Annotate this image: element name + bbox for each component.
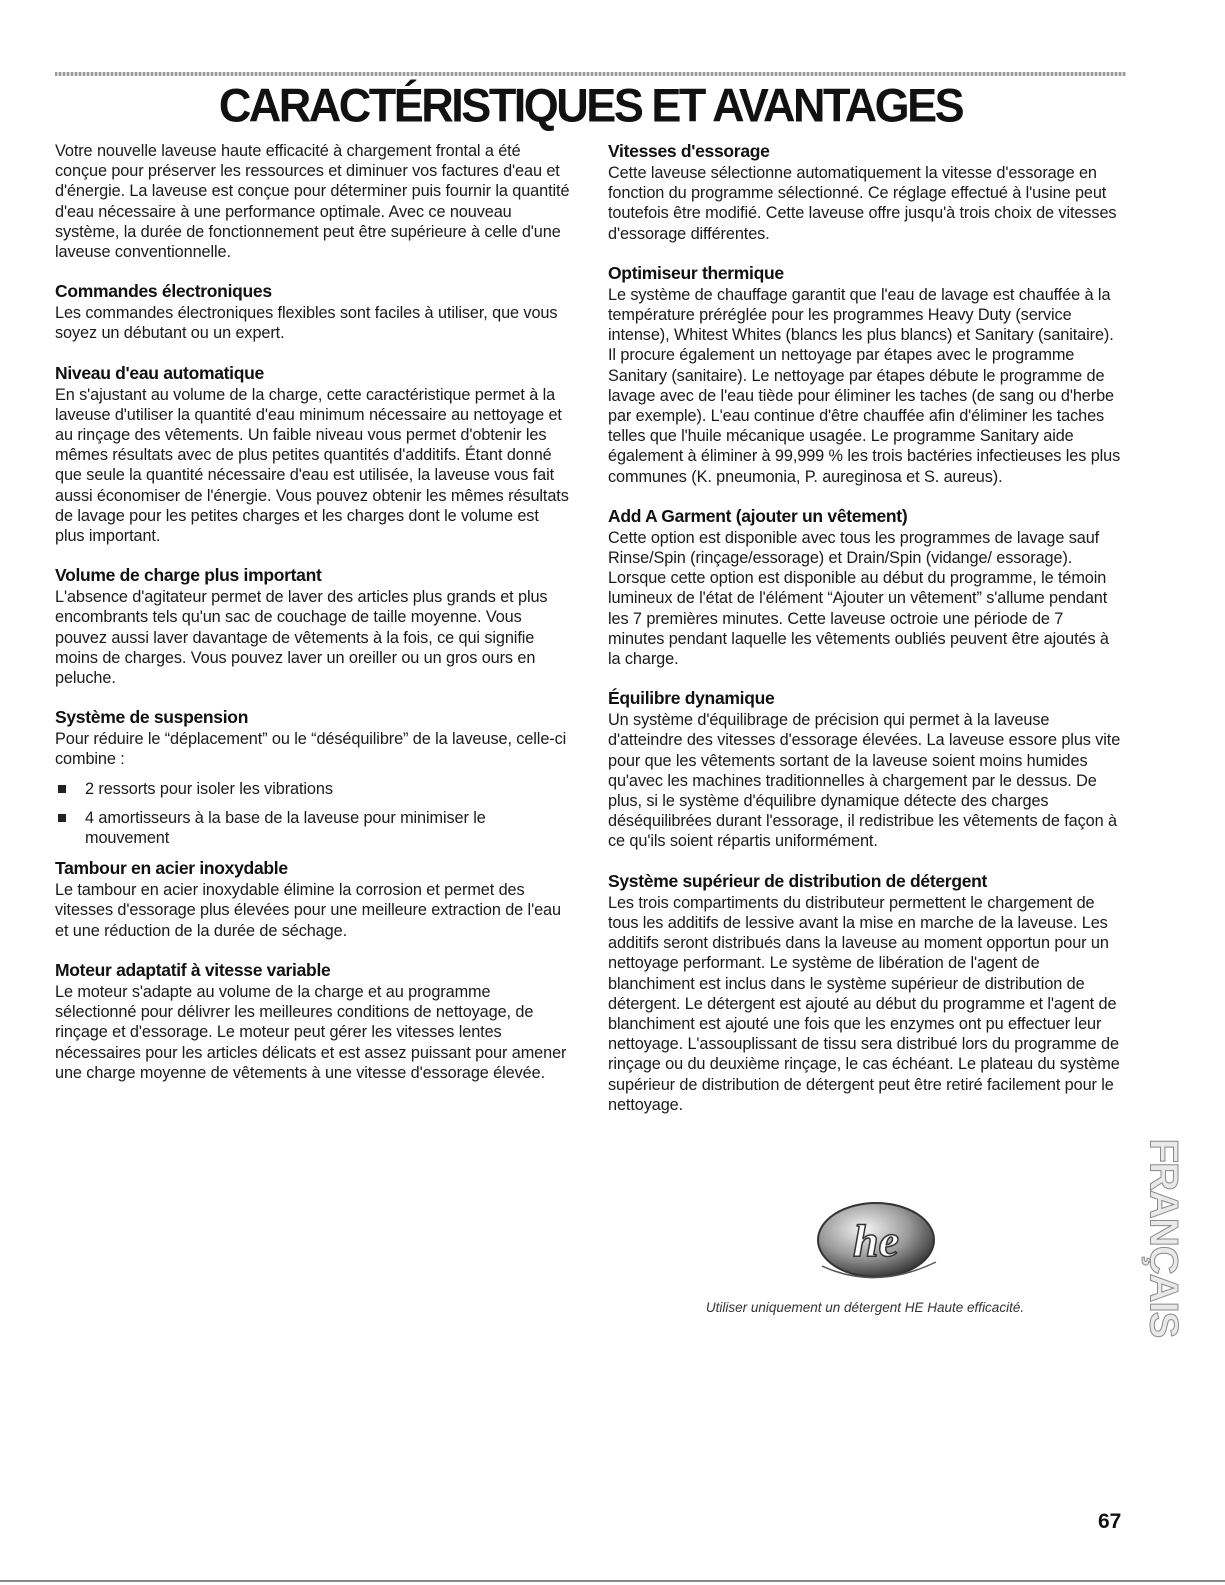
section-title: Niveau d'eau automatique — [55, 362, 264, 383]
top-rule — [55, 72, 1126, 76]
list-item — [55, 779, 570, 799]
section-body: Les trois compartiments du distributeur permettent le chargement de tous les additifs de lessive avant la mise en marche de la laveuse. Les additifs seront distribués dans la laveuse au moment opportun pour un nettoyage performant. Le système de libération de l'agent de blanchiment est inclus dans le système supérieur de distribution de détergent. Le détergent est ajouté au début du programme et l'agent de blanchiment est ajouté une fois que les enzymes ont pu effectuer leur nettoyage. L'assouplissant de tissu sera distribué lors du programme de rinçage ou du deuxième rinçage, le cas échéant. Le plateau du système supérieur de distribution de détergent peut être retiré facilement pour le nettoyage. — [608, 893, 1120, 1114]
section-title: Optimiseur thermique — [608, 262, 784, 283]
language-side-tab — [1138, 1138, 1188, 1338]
section-title: Commandes électroniques — [55, 281, 272, 302]
section-title: Add A Garment (ajouter un vêtement) — [608, 505, 908, 526]
section-title: Vitesses d'essorage — [608, 141, 770, 161]
he-logo-icon — [808, 1196, 948, 1286]
left-column — [55, 141, 570, 1102]
section-body: Un système d'équilibrage de précision qui permet à la laveuse d'atteindre des vitesses d'essorage élevées. La laveuse essore plus vite pour que les vêtements sortant de la laveuse soient moins humides qu'avec les machines traditionnelles à chargement par le dessus. De plus, si le système d'équilibre dynamique détecte des charges déséquilibrées durant l'essorage, il redistribue les vêtements de façon à ce qu'ils soient répartis uniformément. — [608, 711, 1121, 851]
section-title: Moteur adaptatif à vitesse variable — [55, 959, 331, 980]
section-title: Équilibre dynamique — [608, 688, 775, 709]
intro-paragraph: Votre nouvelle laveuse haute efficacité à chargement frontal a été conçue pour préserver les ressources et diminuer vos factures d'eau et d'énergie. La laveuse est conçue pour déterminer puis fournir la quantité d'eau nécessaire à une performance optimale. Avec ce nouveau système, la durée de fonctionnement peut être supérieure à celle d'une laveuse conventionnelle. — [55, 142, 570, 262]
section-body: Pour réduire le “déplacement” ou le “déséquilibre” de la laveuse, celle-ci combine : — [55, 730, 567, 769]
section-title: Système de suspension — [55, 707, 249, 728]
bottom-rule — [0, 1580, 1225, 1582]
bullet-square-icon — [58, 814, 66, 822]
list-item-text: 2 ressorts pour isoler les vibrations — [85, 779, 333, 798]
section-body: Le tambour en acier inoxydable élimine la corrosion et permet des vitesses d'essorage plus élevées pour une meilleure extraction de l'eau et une réduction de la durée de séchage. — [55, 881, 561, 940]
section-moteur — [55, 960, 570, 1083]
page-title: CARACTÉRISTIQUES ET AVANTAGES — [218, 78, 963, 133]
right-column — [608, 141, 1122, 1134]
side-tab-label: FRANÇAIS — [1141, 1138, 1186, 1338]
section-commandes — [55, 281, 570, 343]
section-body: Cette option est disponible avec tous les programmes de lavage sauf Rinse/Spin (rinçage/essorage) et Drain/Spin (vidange/ essorage). Lorsque cette option est disponible au début du programme, le témoin lumineux de l'état de l'élément “Ajouter un vêtement” s'allume pendant les 7 premières minutes. Cette laveuse octroie une période de 7 minutes pendant laquelle les vêtements oubliés peuvent être ajoutés à la charge. — [608, 528, 1109, 669]
bullet-list — [55, 779, 570, 849]
section-body: Cette laveuse sélectionne automatiquement la vitesse d'essorage en fonction du programme sélectionné. Ce réglage effectué à l'usine peut toutefois être modifié. Cette laveuse offre jusqu'à trois choix de vitesses d'essorage différentes. — [608, 164, 1117, 243]
section-body: En s'ajustant au volume de la charge, cette caractéristique permet à la laveuse d'utiliser la quantité d'eau minimum nécessaire au nettoyage et au rinçage des vêtements. Un faible niveau vous permet d'obtenir les mêmes résultats avec de plus petites quantités d'additifs. Étant donné que seule la quantité nécessaire d'eau est utilisée, la laveuse vous fait aussi économiser de l'énergie. Vous pouvez obtenir les mêmes résultats de lavage pour les petites charges et les charges dont le volume est plus important. — [55, 385, 569, 546]
section-title: Volume de charge plus important — [55, 565, 322, 586]
section-title: Système supérieur de distribution de détergent — [608, 870, 988, 891]
he-logo-text: he — [853, 1215, 899, 1266]
section-volume-charge — [55, 565, 570, 688]
section-body: Le système de chauffage garantit que l'eau de lavage est chauffée à la température préréglée pour les programmes Heavy Duty (service intense), Whitest Whites (blancs les plus blancs) et Sanitary (sanitaire). Il procure également un nettoyage par étapes avec le programme Sanitary (sanitaire). Le nettoyage par étapes débute le programme de lavage avec de l'eau tiède pour éliminer les taches (de sang ou d'herbe par exemple). L'eau continue d'être chauffée afin d'éliminer les taches telles que l'huile mécanique usagée. Le programme Sanitary aide également à éliminer à 99,999 % les trois bactéries infectieuses les plus communes (K. pneumonia, P. aureginosa et S. aureus). — [608, 285, 1121, 486]
bullet-square-icon — [58, 785, 66, 793]
logo-caption: Utiliser uniquement un détergent HE Haute efficacité. — [705, 1300, 1025, 1315]
section-niveau-eau — [55, 363, 570, 547]
section-add-garment — [608, 506, 1122, 669]
section-title: Tambour en acier inoxydable — [55, 858, 288, 879]
page-number: 67 — [1098, 1510, 1122, 1533]
section-equilibre — [608, 688, 1122, 851]
section-tambour — [55, 858, 570, 941]
section-vitesses-essorage — [608, 141, 1122, 244]
section-optimiseur — [608, 263, 1122, 487]
section-suspension — [55, 707, 570, 848]
section-body: L'absence d'agitateur permet de laver des articles plus grands et plus encombrants tels qu'un sac de couchage de taille moyenne. Vous pouvez aussi laver davantage de vêtements à la fois, ce qui signifie moins de charges. Vous pouvez laver un oreiller ou un gros ours en peluche. — [55, 588, 548, 688]
section-body: Les commandes électroniques flexibles sont faciles à utiliser, que vous soyez un débutant ou un expert. — [55, 304, 558, 343]
list-item — [55, 808, 570, 848]
he-logo — [808, 1196, 948, 1286]
section-body: Le moteur s'adapte au volume de la charge et au programme sélectionné pour délivrer les meilleures conditions de nettoyage, de rinçage et d'essorage. Le moteur peut gérer les vitesses lentes nécessaires pour les articles délicats et est assez puissant pour amener une charge moyenne de vêtements à une vitesse d'essorage élevée. — [55, 982, 567, 1082]
list-item-text: 4 amortisseurs à la base de la laveuse pour minimiser le mouvement — [85, 808, 486, 848]
section-distribution-detergent — [608, 871, 1122, 1115]
